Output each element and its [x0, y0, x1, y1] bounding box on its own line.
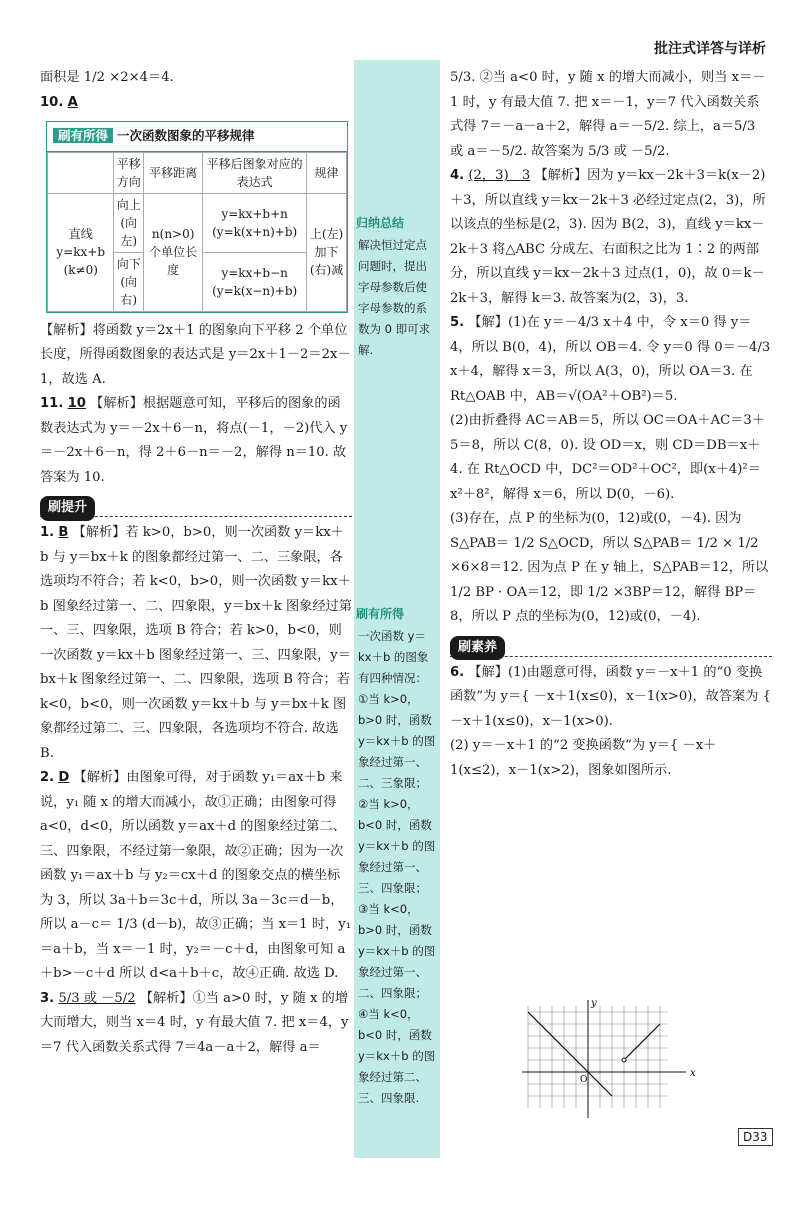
q10-header: 10. A	[40, 94, 78, 110]
rule-box-title: 刷有所得 一次函数图象的平移规律	[47, 122, 347, 152]
y-label: y	[591, 998, 597, 1009]
right-column	[450, 66, 772, 783]
q6: 6. 【解】(1)由题意可得，函数 y＝－x＋1 的“0 变换函数”为 y＝{ －x＋1(x≤0)，x－1(x>0)，故答案为 { －x＋1(x≤0)，x－1(x>0).	[450, 664, 771, 729]
q2: 2. D 【解析】由图象可得，对于函数 y₁＝ax＋b 来说，y₁ 随 x 的增大而减小，故①正确；由图象可得 a<0，d<0，所以函数 y＝ax＋d 的图象经过第二、三、四象限，不经过第一象限，故②正确；因为一次函数 y₁＝ax＋b 与 y₂＝cx＋d 的图象交点的横坐标为 3，所以 3a＋b＝3c＋d，所以 3a－3c＝d－b，所以 a－c＝ 1/3 (d－b)，故③正确；当 x＝1 时，y₁＝a＋b，当 x＝－1 时，y₂＝－c＋d，由图象可知 a＋b>－c＋d 所以 d<a＋b＋c，故④正确. 故选 D.	[40, 770, 351, 981]
note1-text: 解决恒过定点问题时，提出字母参数后使字母参数的系数为 0 即可求解.	[358, 238, 431, 357]
graph-line-right	[624, 1024, 660, 1060]
q6-part2: (2) y＝－x＋1 的“2 变换函数”为 y＝{ －x＋1(x≤2)，x－1(x>2)，图象如图所示.	[450, 738, 717, 778]
origin-label: O	[580, 1075, 588, 1085]
q10-analysis: 【解析】将函数 y＝2x＋1 的图象向下平移 2 个单位长度，所得函数图象的表达式是 y＝2x＋1－2＝2x－1，故选 A.	[40, 322, 351, 387]
q3-continued: 5/3. ②当 a<0 时，y 随 x 的增大而减小，则当 x＝－1 时，y 有最大值 7. 把 x＝－1，y＝7 代入函数关系式得 7＝－a－a＋2，解得 a＝－5/2. 综上，a＝5/3 或 a＝－5/2. 故答案为 5/3 或 －5/2.	[450, 70, 766, 159]
q5: 5. 【解】(1)在 y＝－4/3 x＋4 中，令 x＝0 得 y＝4，所以 B(0，4)，所以 OB＝4. 令 y＝0 得 0＝－4/3 x＋4，解得 x＝3，所以 A(3，0)，所以 OA＝3. 在 Rt△OAB 中，AB＝√(OA²＋OB²)＝5.	[450, 315, 771, 404]
function-graph	[518, 998, 708, 1126]
note2-text: 一次函数 y＝kx＋b 的图象有四种情况：①当 k>0，b>0 时，函数 y＝kx＋b 的图象经过第一、二、三象限；②当 k>0，b<0 时，函数 y＝kx＋b 的图象经过第一、三、四象限；③当 k<0，b>0 时，函数 y＝kx＋b 的图象经过第一、二、四象限；④当 k<0，b<0 时，函数 y＝kx＋b 的图象经过第二、三、四象限.	[358, 629, 436, 1105]
page-header: 批注式详答与详析	[654, 41, 766, 57]
section-shuatisheng: 刷提升	[40, 496, 352, 517]
x-label: x	[690, 1068, 696, 1079]
q11: 11. 10 【解析】根据题意可知，平移后的图象的函数表达式为 y＝－2x＋6－n，将点(－1，－2)代入 y＝－2x＋6－n，得 2＋6－n＝－2，解得 n＝10. 故答案为 10.	[40, 396, 348, 485]
page-number: D33	[738, 1128, 773, 1146]
rule-table: 平移方向 平移距离 平移后图象对应的表达式 规律 直线 y=kx+b (k≠0) 向上(向左) n(n>0)个单位长度 y=kx+b+n (y=k(x+n)+b) 上(左)加下(右)减 向下(向右) y=kx+b−n (y=k(x−n)+b)	[47, 152, 347, 312]
rule-box	[46, 121, 348, 313]
left-column	[40, 66, 352, 1060]
note1-heading: 归纳总结	[356, 216, 405, 230]
q3: 3. 5/3 或 －5/2 【解析】①当 a>0 时，y 随 x 的增大而增大，则当 x＝4 时，y 有最大值 7. 把 x＝4，y＝7 代入函数关系式得 7＝4a－a＋2，解得 a＝	[40, 990, 349, 1055]
q4: 4. (2，3) 3 【解析】因为 y＝kx－2k＋3＝k(x－2)＋3，所以直线 y＝kx－2k＋3 必经过定点(2，3)，所以该点的坐标是(2，3). 因为 B(2，3)，直线 y＝kx－2k＋3 将△ABC 分成左、右面积之比为 1∶2 的两部分，所以直线 y＝kx－2k＋3 过点(1，0)，故 0＝k－2k＋3，解得 k＝3. 故答案为(2，3)，3.	[450, 168, 766, 306]
open-point	[622, 1058, 626, 1062]
side-notes-column	[354, 60, 440, 1158]
note2-heading: 刷有所得	[356, 607, 405, 621]
graph-line-left	[528, 1012, 612, 1096]
graph-grid	[528, 1006, 668, 1108]
q5-part2: (2)由折叠得 AC＝AB＝5，所以 OC＝OA＋AC＝3＋5＝8，所以 C(8，0). 设 OD＝x，则 CD＝DB＝x＋4. 在 Rt△OCD 中，DC²＝OD²＋OC²，即(x＋4)²＝x²＋8²，解得 x＝6，所以 D(0，－6).	[450, 413, 765, 502]
section-shuasuyang: 刷素养	[450, 636, 772, 657]
q5-part3: (3)存在，点 P 的坐标为(0，12)或(0，－4). 因为 S△PAB＝ 1/2 S△OCD，所以 S△PAB＝ 1/2 × 1/2 ×6×8＝12. 因为点 P 在 y 轴上，S△PAB＝12，所以 1/2 BP · OA＝12，即 1/2 ×3BP＝12，解得 BP＝8，所以 P 点的坐标为(0，12)或(0，－4).	[450, 511, 769, 624]
area-line: 面积是 1/2 ×2×4＝4.	[40, 70, 174, 85]
q1: 1. B 【解析】若 k>0，b>0，则一次函数 y＝kx＋b 与 y＝bx＋k 的图象都经过第一、二、三象限，各选项均不符合；若 k<0，b>0，则一次函数 y＝kx＋b 图象经过第一、二、四象限，y＝bx＋k 图象经过第一、三、四象限，选项 B 符合；若 k>0，b<0，则一次函数 y＝kx＋b 图象经过第一、三、四象限，y＝bx＋k 图象经过第一、二、四象限，选项 B 符合；若 k<0，b<0，则一次函数 y＝kx＋b 与 y＝bx＋k 图象都经过第二、三、四象限，各选项均不符合. 故选 B.	[40, 525, 352, 761]
